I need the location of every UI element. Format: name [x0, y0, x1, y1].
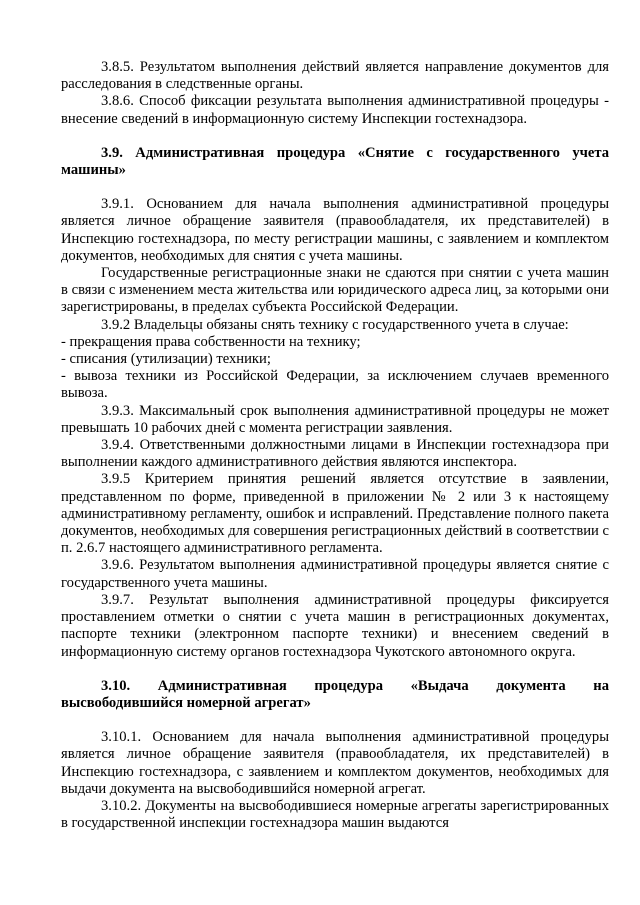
paragraph-3-10-2: 3.10.2. Документы на высвободившиеся номерные агрегаты зарегистрированных в государственной инспекции гостехнадзора машин выдаются: [61, 797, 609, 832]
paragraph-3-9-3: 3.9.3. Максимальный срок выполнения административной процедуры не может превышать 10 рабочих дней с момента регистрации заявления.: [61, 402, 609, 436]
paragraph-3-9-6: 3.9.6. Результатом выполнения административной процедуры является снятие с государственного учета машины.: [61, 557, 609, 591]
paragraph-3-9-4: 3.9.4. Ответственными должностными лицами в Инспекции гостехнадзора при выполнении каждого административного действия являются инспектора.: [61, 437, 609, 471]
paragraph-3-9-5: 3.9.5 Критерием принятия решений является отсутствие в заявлении, представленном по форме, приведенной в приложении № 2 или 3 к настоящему административному регламенту, ошибок и исправлений. Представление полного пакета документов, необходимых для совершения регистрационных действий в соответствии с п. 2.6.7 настоящего административного регламента.: [61, 471, 609, 557]
paragraph-3-9-1: 3.9.1. Основанием для начала выполнения административной процедуры является личное обращение заявителя (правообладателя, их представителей) в Инспекцию гостехнадзора, по месту регистрации машины, с заявлением и комплектом документов, необходимых для снятия с учета машины.: [61, 196, 609, 264]
list-item-disposal: - списания (утилизации) техники;: [61, 351, 271, 368]
paragraph-3-9-2: 3.9.2 Владельцы обязаны снять технику с государственного учета в случае:: [101, 316, 569, 333]
paragraph-3-8-6: 3.8.6. Способ фиксации результата выполнения административной процедуры - внесение сведений в информационную систему Инспекции гостехнадзора.: [61, 93, 609, 127]
spacer: [61, 179, 609, 196]
list-item-ownership: - прекращения права собственности на технику;: [61, 333, 361, 350]
paragraph-registration-plates: Государственные регистрационные знаки не сдаются при снятии с учета машин в связи с изменением места жительства или юридического адреса лиц, за которыми они зарегистрированы, в пределах субъекта Российской Федерации.: [61, 265, 609, 316]
list-item-export: - вывоза техники из Российской Федерации, за исключением случаев временного вывоза.: [61, 368, 609, 402]
spacer: [61, 661, 609, 678]
paragraph-3-10-1: 3.10.1. Основанием для начала выполнения административной процедуры является личное обращение заявителя (правообладателя, их представителей) в Инспекцию гостехнадзора, с заявлением и комплектом документов, необходимых для выдачи документа на высвободившийся номерной агрегат.: [61, 729, 609, 797]
section-3-9-heading: 3.9. Административная процедура «Снятие с государственного учета машины»: [61, 144, 609, 179]
paragraph-3-8-5: 3.8.5. Результатом выполнения действий является направление документов для расследования в следственные органы.: [61, 59, 609, 93]
section-3-10-heading: 3.10. Административная процедура «Выдача документа на высвободившийся номерной агрегат»: [61, 677, 609, 711]
document-page: [61, 59, 609, 832]
paragraph-3-9-7: 3.9.7. Результат выполнения административной процедуры фиксируется проставлением отметки о снятии с учета машин в регистрационных документах, паспорте техники (электронном паспорте техники) и внесением сведений в информационную систему органов гостехнадзора Чукотского автономного округа.: [61, 591, 609, 660]
spacer: [61, 128, 609, 145]
spacer: [61, 712, 609, 729]
